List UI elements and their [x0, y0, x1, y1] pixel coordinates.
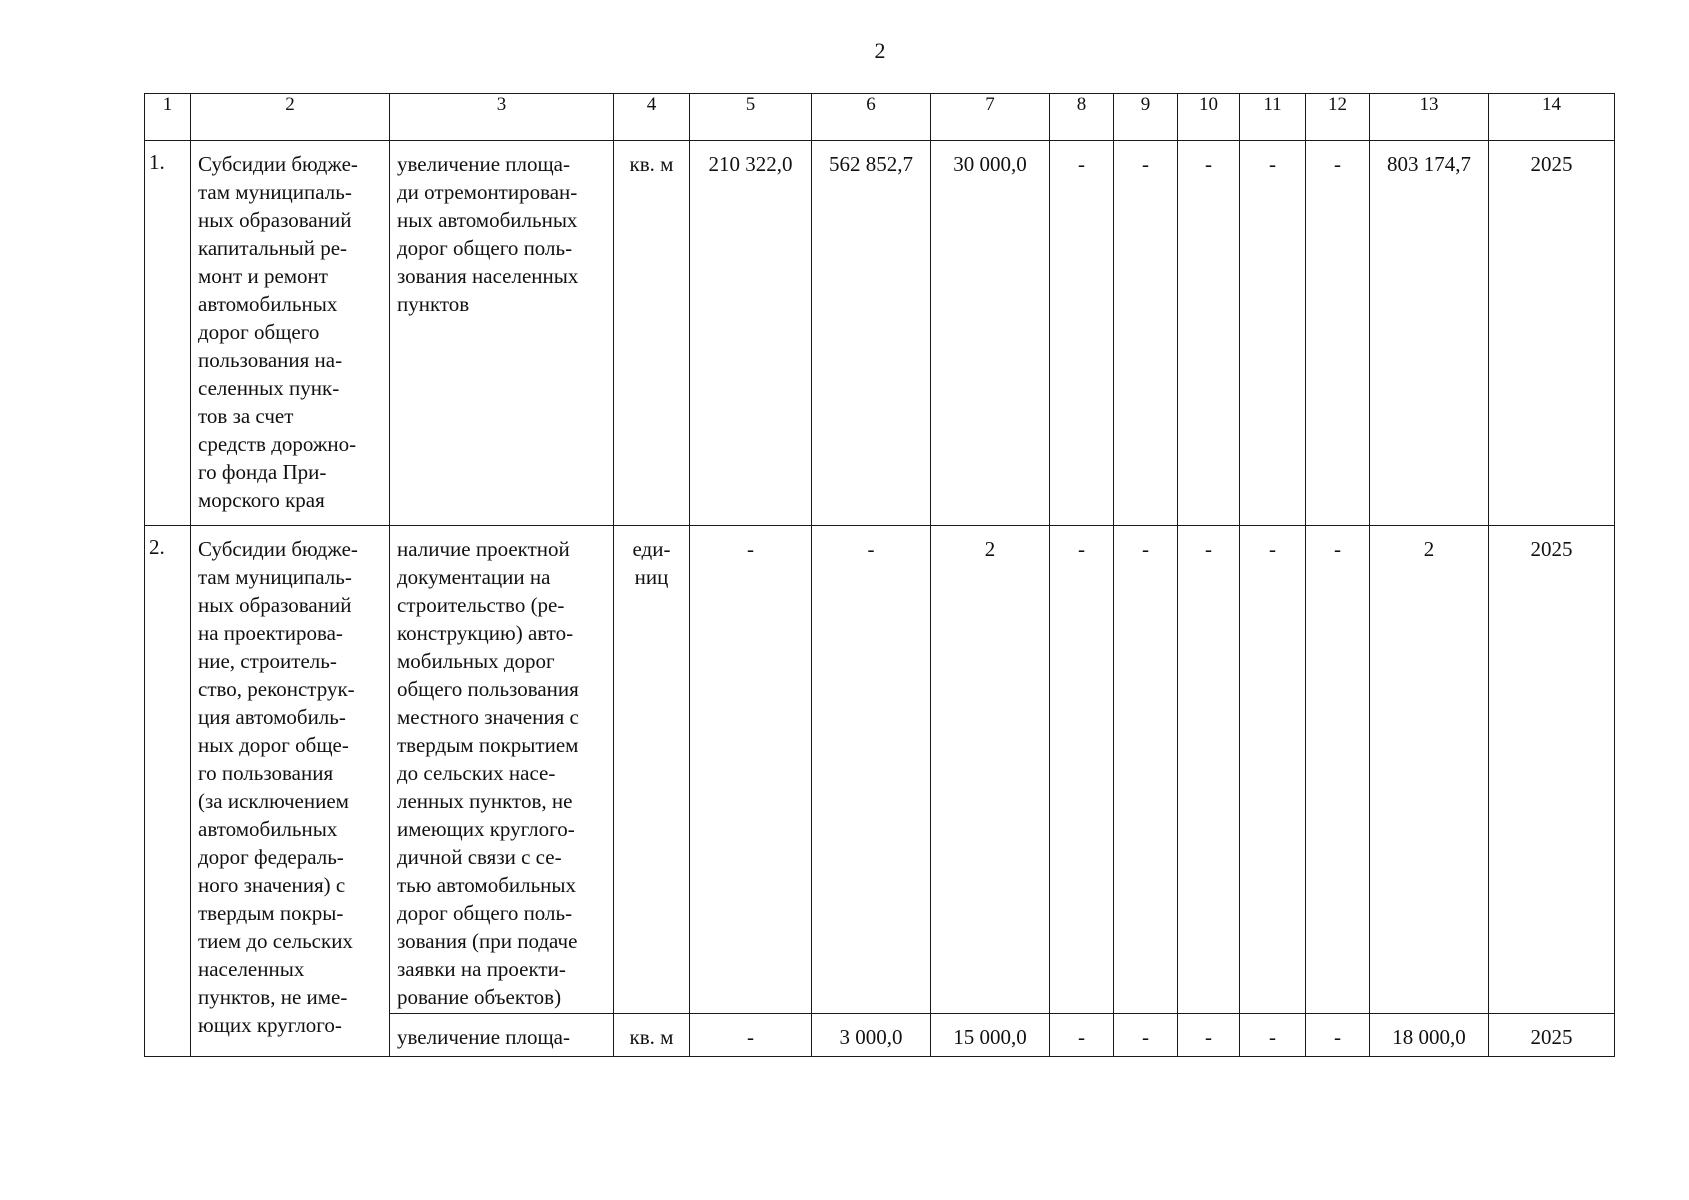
column-header: 10 — [1178, 94, 1240, 141]
column-header: 8 — [1050, 94, 1114, 141]
column-header: 7 — [931, 94, 1050, 141]
column-header: 13 — [1370, 94, 1489, 141]
column-header: 9 — [1114, 94, 1178, 141]
value-text: - — [1078, 537, 1085, 561]
indicator-cell — [390, 526, 614, 1014]
year-cell — [1489, 1014, 1615, 1057]
indicator-text: увеличение площа- ди отремонтирован- ных автомобильных дорог общего поль- зования населенных пунктов — [397, 152, 579, 316]
value-cell — [1240, 141, 1306, 526]
value-cell — [1240, 526, 1306, 1014]
value-text: 30 000,0 — [953, 152, 1027, 176]
column-header: 12 — [1306, 94, 1370, 141]
column-header: 5 — [690, 94, 812, 141]
value-text: 562 852,7 — [829, 152, 913, 176]
value-cell — [1306, 526, 1370, 1014]
year-text: 2025 — [1530, 152, 1573, 176]
header-row — [145, 94, 1615, 141]
value-cell — [1306, 141, 1370, 526]
value-cell — [690, 526, 812, 1014]
value-text: - — [1334, 152, 1341, 176]
column-header: 4 — [614, 94, 690, 141]
value-text: - — [1078, 1025, 1085, 1049]
value-text: 210 322,0 — [708, 152, 793, 176]
value-cell — [1178, 526, 1240, 1014]
unit-text: кв. м — [629, 152, 674, 176]
value-text: 3 000,0 — [839, 1025, 903, 1049]
description-cell — [191, 141, 390, 526]
table-row — [145, 526, 1615, 1014]
value-cell — [812, 141, 931, 526]
unit-cell — [614, 141, 690, 526]
value-cell — [690, 1014, 812, 1057]
value-cell — [1050, 141, 1114, 526]
value-text: - — [1078, 152, 1085, 176]
row-description: Субсидии бюдже- там муниципаль- ных образований на проектирова- ние, строитель- ство, реконструк- ция автомобиль- ных дорог обще- го пользования (за исключением автомобильных дорог федераль- ного значения) с твердым покры- тием до сельских населенных пунктов, не име- ющих круглого- — [198, 537, 358, 1037]
page-number: 2 — [874, 38, 886, 63]
row-number: 1. — [149, 150, 165, 174]
column-header: 11 — [1240, 94, 1306, 141]
column-header: 14 — [1489, 94, 1615, 141]
value-cell — [931, 526, 1050, 1014]
column-header: 1 — [145, 94, 191, 141]
value-cell — [1050, 1014, 1114, 1057]
value-cell — [1178, 1014, 1240, 1057]
unit-cell — [614, 526, 690, 1014]
value-text: - — [867, 537, 875, 561]
year-cell — [1489, 526, 1615, 1014]
indicator-text: увеличение площа- — [397, 1025, 570, 1049]
total-cell — [1370, 526, 1489, 1014]
indicator-cell — [390, 141, 614, 526]
value-cell — [1240, 1014, 1306, 1057]
column-header: 6 — [812, 94, 931, 141]
value-text: - — [1334, 537, 1341, 561]
value-text: - — [1205, 537, 1212, 561]
column-header: 3 — [390, 94, 614, 141]
value-cell — [1114, 141, 1178, 526]
column-header: 2 — [191, 94, 390, 141]
value-text: - — [747, 537, 754, 561]
value-text: - — [1205, 152, 1212, 176]
value-cell — [1178, 141, 1240, 526]
value-text: - — [1142, 152, 1149, 176]
indicator-text: наличие проектной документации на строительство (ре- конструкцию) авто- мобильных дорог общего пользования местного значения с твердым покрытием до сельских насе- ленных пунктов, не имеющих круглого- дичной связи с се- тью автомобильных дорог общего поль- зования (при подаче заявки на проекти- рование объектов) — [397, 537, 579, 1009]
value-cell — [812, 526, 931, 1014]
value-text: - — [1269, 152, 1276, 176]
value-cell — [1306, 1014, 1370, 1057]
value-cell — [931, 141, 1050, 526]
year-text: 2025 — [1530, 537, 1573, 561]
row-number-cell — [145, 141, 191, 526]
value-cell — [1114, 526, 1178, 1014]
value-text: 15 000,0 — [953, 1025, 1027, 1049]
unit-cell — [614, 1014, 690, 1057]
total-cell — [1370, 1014, 1489, 1057]
unit-text: кв. м — [629, 1025, 674, 1049]
value-cell — [1050, 526, 1114, 1014]
value-cell — [812, 1014, 931, 1057]
year-text: 2025 — [1530, 1025, 1573, 1049]
row-description: Субсидии бюдже- там муниципаль- ных образований капитальный ре- монт и ремонт автомобильных дорог общего пользования на- селенных пунк- тов за счет средств дорожно- го фонда При- морского края — [198, 152, 358, 512]
total-text: 18 000,0 — [1392, 1025, 1466, 1049]
value-text: - — [1205, 1025, 1212, 1049]
value-text: 2 — [984, 537, 996, 561]
unit-text: еди- ниц — [632, 537, 671, 589]
value-cell — [690, 141, 812, 526]
table-row — [145, 141, 1615, 526]
row-number: 2. — [149, 535, 165, 559]
value-cell — [1114, 1014, 1178, 1057]
description-cell — [191, 526, 390, 1057]
total-cell — [1370, 141, 1489, 526]
value-cell — [931, 1014, 1050, 1057]
year-cell — [1489, 141, 1615, 526]
value-text: - — [747, 1025, 754, 1049]
value-text: - — [1269, 537, 1276, 561]
indicator-cell — [390, 1014, 614, 1057]
row-number-cell — [145, 526, 191, 1057]
value-text: - — [1142, 537, 1149, 561]
value-text: - — [1269, 1025, 1276, 1049]
total-text: 2 — [1423, 537, 1435, 561]
data-table — [144, 93, 1615, 1057]
total-text: 803 174,7 — [1387, 152, 1471, 176]
value-text: - — [1142, 1025, 1149, 1049]
value-text: - — [1334, 1025, 1341, 1049]
